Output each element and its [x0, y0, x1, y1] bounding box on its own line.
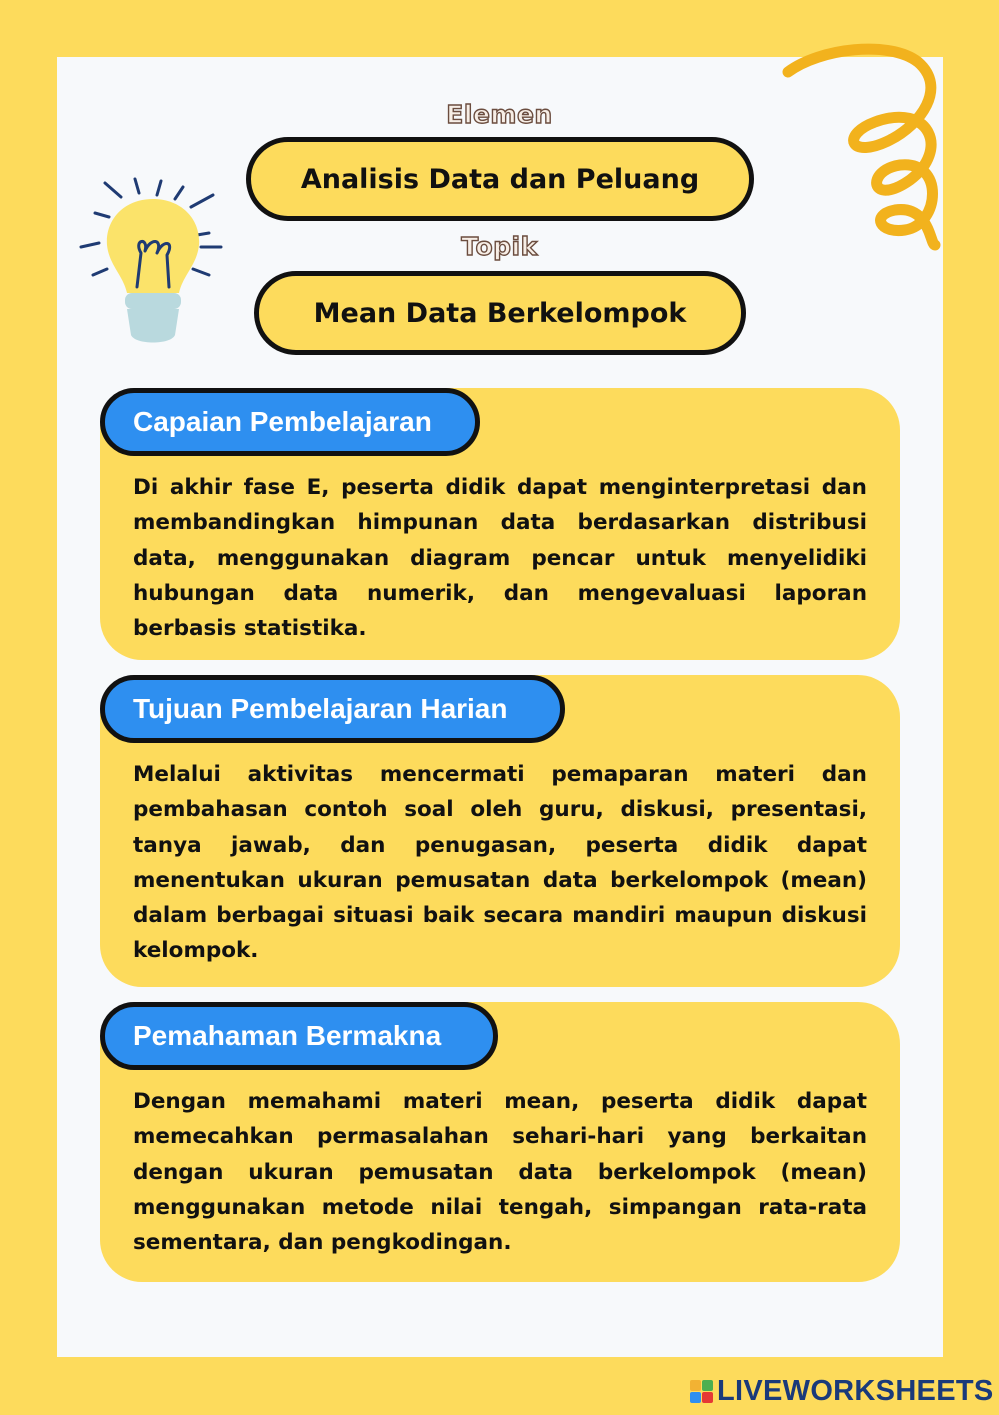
squiggle-decoration — [780, 40, 955, 255]
lightbulb-icon — [75, 175, 230, 350]
elemen-value: Analisis Data dan Peluang — [300, 163, 700, 195]
pemahaman-body: Dengan memahami materi mean, peserta didik dapat memecahkan permasalahan sehari-hari yang berkaitan dengan ukuran pemusatan data berkelompok (mean) menggunakan metode nilai tengah, simpangan rata-rata sementara, dan pengkodingan. — [133, 1089, 867, 1256]
topik-value: Mean Data Berkelompok — [313, 297, 687, 329]
topik-label: Topik — [461, 232, 538, 261]
liveworksheets-mark-icon — [690, 1380, 713, 1403]
pemahaman-title-text: Pemahaman Bermakna — [133, 1020, 442, 1051]
pemahaman-title — [100, 1002, 498, 1070]
capaian-title-text: Capaian Pembelajaran — [133, 406, 432, 437]
topik-pill — [254, 271, 746, 355]
elemen-label: Elemen — [446, 100, 553, 129]
capaian-body: Di akhir fase E, peserta didik dapat menginterpretasi dan membandingkan himpunan data berdasarkan distribusi data, menggunakan diagram pencar untuk menyelidiki hubungan data numerik, dan mengevaluasi laporan berbasis statistika. — [133, 475, 867, 642]
tujuan-title-text: Tujuan Pembelajaran Harian — [133, 693, 508, 724]
liveworksheets-logo — [690, 1373, 994, 1409]
tujuan-title — [100, 675, 565, 743]
tujuan-body: Melalui aktivitas mencermati pemaparan materi dan pembahasan contoh soal oleh guru, diskusi, presentasi, tanya jawab, dan penugasan, peserta didik dapat menentukan ukuran pemusatan data berkelompok (mean) dalam berbagai situasi baik secara mandiri maupun diskusi kelompok. — [133, 762, 867, 964]
capaian-title — [100, 388, 480, 456]
liveworksheets-text: LIVEWORKSHEETS — [717, 1374, 994, 1407]
elemen-pill — [246, 137, 754, 221]
